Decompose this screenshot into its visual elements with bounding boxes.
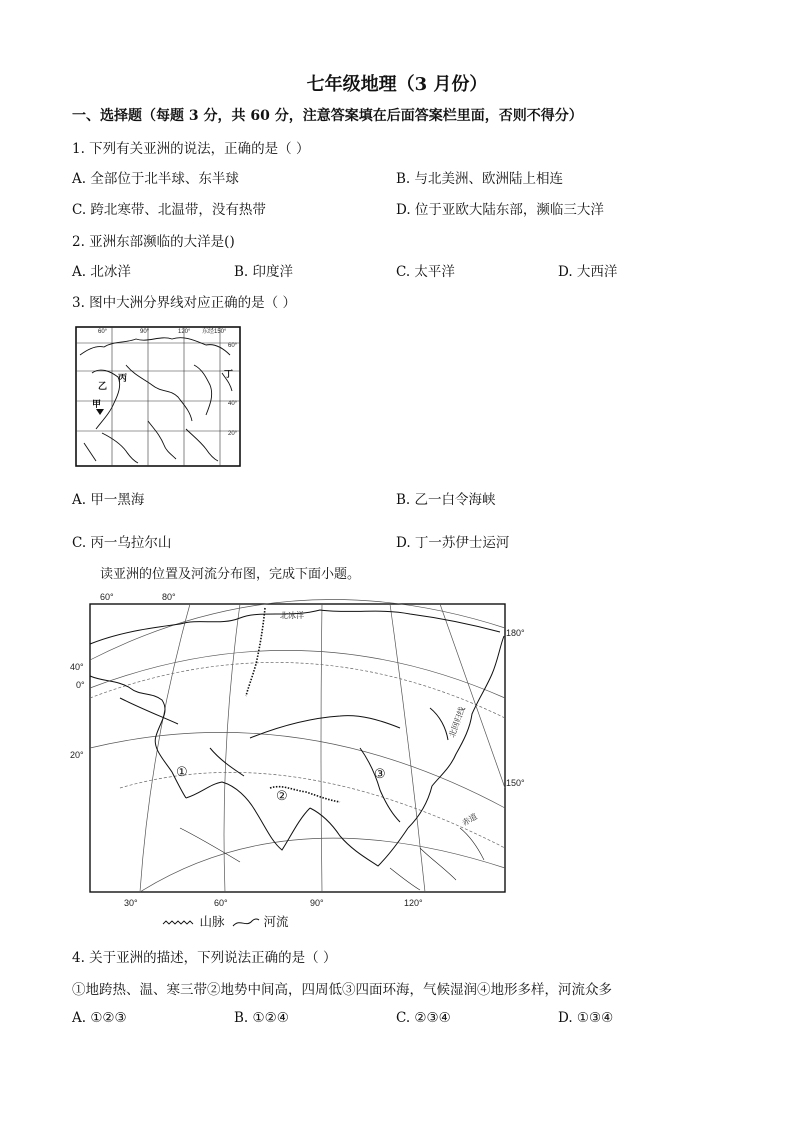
big-map-right-180: 180° bbox=[506, 628, 525, 638]
map-caption: 读亚洲的位置及河流分布图，完成下面小题。 bbox=[100, 567, 361, 582]
question-4-option-b[interactable]: B. ①②④ bbox=[234, 1010, 289, 1026]
small-map-lat-40: 40° bbox=[228, 401, 238, 407]
small-map-label-150: 东经150° bbox=[202, 329, 227, 335]
question-2-option-d[interactable]: D. 大西洋 bbox=[558, 264, 618, 280]
map-marker-2: ② bbox=[276, 788, 288, 803]
legend-mountain-label: 山脉 bbox=[199, 915, 225, 929]
question-4-option-a[interactable]: A. ①②③ bbox=[72, 1010, 127, 1026]
question-3-stem: 3. 图中大洲分界线对应正确的是（ ） bbox=[72, 295, 296, 311]
big-map-right-150: 150° bbox=[506, 778, 525, 788]
question-1-option-a[interactable]: A. 全部位于北半球、东半球 bbox=[72, 171, 239, 187]
section-heading: 一、选择题（每题 3 分，共 60 分，注意答案填在后面答案栏里面，否则不得分） bbox=[72, 108, 583, 124]
big-map-bottom-60: 60° bbox=[214, 898, 228, 908]
small-map-lat-20: 20° bbox=[228, 431, 238, 437]
question-4-option-d[interactable]: D. ①③④ bbox=[558, 1010, 614, 1026]
question-2-option-b[interactable]: B. 印度洋 bbox=[234, 264, 294, 280]
asia-rivers-map bbox=[60, 588, 530, 910]
big-map-top-60: 60° bbox=[100, 592, 114, 602]
small-map-label-120: 120° bbox=[178, 329, 191, 335]
question-1-option-d[interactable]: D. 位于亚欧大陆东部，濒临三大洋 bbox=[396, 202, 604, 218]
question-4-stem: 4. 关于亚洲的描述，下列说法正确的是（ ） bbox=[72, 950, 337, 966]
small-map-lat-60: 60° bbox=[228, 343, 238, 349]
question-4-statement: ①地跨热、温、寒三带②地势中间高，四周低③四面环海，气候湿润④地形多样，河流众多 bbox=[72, 982, 612, 998]
small-map-label-jia: 甲 bbox=[92, 399, 102, 409]
small-map-label-90: 90° bbox=[140, 329, 150, 335]
big-map-left-20: 20° bbox=[70, 750, 84, 760]
question-2-option-c[interactable]: C. 太平洋 bbox=[396, 264, 455, 280]
question-1-stem: 1. 下列有关亚洲的说法，正确的是（ ） bbox=[72, 141, 310, 157]
page-title: 七年级地理（3 月份） bbox=[306, 74, 488, 95]
map-marker-3: ③ bbox=[374, 766, 386, 781]
mountain-legend-icon bbox=[162, 918, 196, 928]
question-2-stem: 2. 亚洲东部濒临的大洋是() bbox=[72, 234, 235, 250]
big-map-bottom-90: 90° bbox=[310, 898, 324, 908]
question-1-option-c[interactable]: C. 跨北寒带、北温带，没有热带 bbox=[72, 202, 266, 218]
question-3-option-c[interactable]: C. 丙一乌拉尔山 bbox=[72, 535, 172, 551]
big-map-top-80: 80° bbox=[162, 592, 176, 602]
big-map-bottom-120: 120° bbox=[404, 898, 423, 908]
big-map-equator: 赤道 bbox=[460, 811, 479, 828]
question-1-option-b[interactable]: B. 与北美洲、欧洲陆上相连 bbox=[396, 171, 564, 187]
map-marker-1: ① bbox=[176, 764, 188, 779]
question-4-option-c[interactable]: C. ②③④ bbox=[396, 1010, 451, 1026]
question-3-option-a[interactable]: A. 甲一黑海 bbox=[72, 492, 145, 508]
question-2-option-a[interactable]: A. 北冰洋 bbox=[72, 264, 131, 280]
question-3-option-d[interactable]: D. 丁一苏伊士运河 bbox=[396, 535, 510, 551]
small-map-label-bing: 丙 bbox=[118, 373, 128, 383]
big-map-arctic-ocean: 北冰洋 bbox=[280, 611, 304, 620]
small-asia-map bbox=[74, 325, 242, 468]
map-legend bbox=[162, 912, 288, 930]
small-map-label-60: 60° bbox=[98, 329, 108, 335]
legend-river-label: 河流 bbox=[263, 915, 289, 929]
big-map-left-40: 40° bbox=[70, 662, 84, 672]
small-map-label-ding: 丁 bbox=[224, 369, 234, 379]
small-map-label-yi: 乙 bbox=[98, 381, 108, 391]
question-3-option-b[interactable]: B. 乙一白令海峡 bbox=[396, 492, 496, 508]
big-map-bottom-30: 30° bbox=[124, 898, 138, 908]
big-map-tropic-cancer: 北回归线 bbox=[447, 705, 467, 739]
big-map-left-0: 0° bbox=[76, 680, 85, 690]
river-legend-icon bbox=[232, 917, 260, 929]
